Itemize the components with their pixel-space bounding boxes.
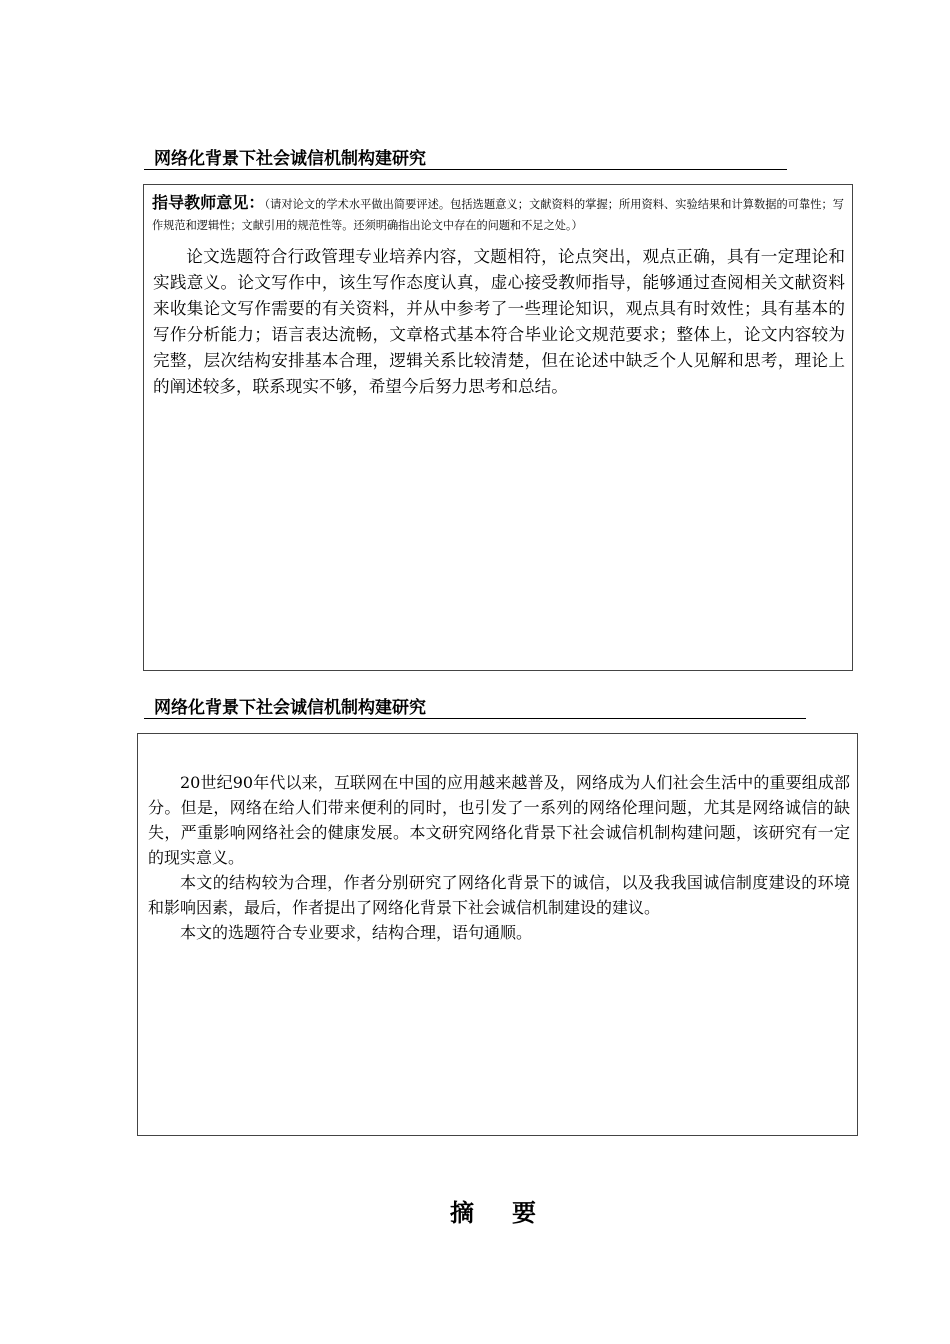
advisor-opinion-box: [143, 184, 853, 671]
abstract-heading: 摘要: [450, 1199, 574, 1227]
section1-title: 网络化背景下社会诚信机制构建研究: [144, 148, 787, 170]
review-paragraph-2: 本文的结构较为合理，作者分别研究了网络化背景下的诚信，以及我我国诚信制度建设的环境和影响因素，最后，作者提出了网络化背景下社会诚信机制建设的建议。: [148, 873, 850, 917]
advisor-instructions: [152, 192, 844, 236]
advisor-opinion-label: 指导教师意见：: [152, 193, 265, 212]
section2-title: 网络化背景下社会诚信机制构建研究: [144, 697, 806, 719]
review-text: [148, 770, 850, 945]
advisor-comment: 论文选题符合行政管理专业培养内容，文题相符，论点突出，观点正确，具有一定理论和实践意义。论文写作中，该生写作态度认真，虚心接受教师指导，能够通过查阅相关文献资料来收集论文写作需要的有关资料，并从中参考了一些理论知识，观点具有时效性；具有基本的写作分析能力；语言表达流畅，文章格式基本符合毕业论文规范要求；整体上，论文内容较为完整，层次结构安排基本合理，逻辑关系比较清楚，但在论述中缺乏个人见解和思考，理论上的阐述较多，联系现实不够，希望今后努力思考和总结。: [153, 247, 845, 396]
review-box: [137, 733, 858, 1136]
advisor-instructions-text: （请对论文的学术水平做出简要评述。包括选题意义；文献资料的掌握；所用资料、实验结果和计算数据的可靠性；写作规范和逻辑性；文献引用的规范性等。还须明确指出论文中存在的问题和不足之处。）: [152, 198, 844, 232]
review-paragraph-1: 20世纪90年代以来，互联网在中国的应用越来越普及，网络成为人们社会生活中的重要组成部分。但是，网络在给人们带来便利的同时，也引发了一系列的网络伦理问题，尤其是网络诚信的缺失，严重影响网络社会的健康发展。本文研究网络化背景下社会诚信机制构建问题，该研究有一定的现实意义。: [148, 773, 850, 867]
review-paragraph-3: 本文的选题符合专业要求，结构合理，语句通顺。: [180, 923, 533, 942]
